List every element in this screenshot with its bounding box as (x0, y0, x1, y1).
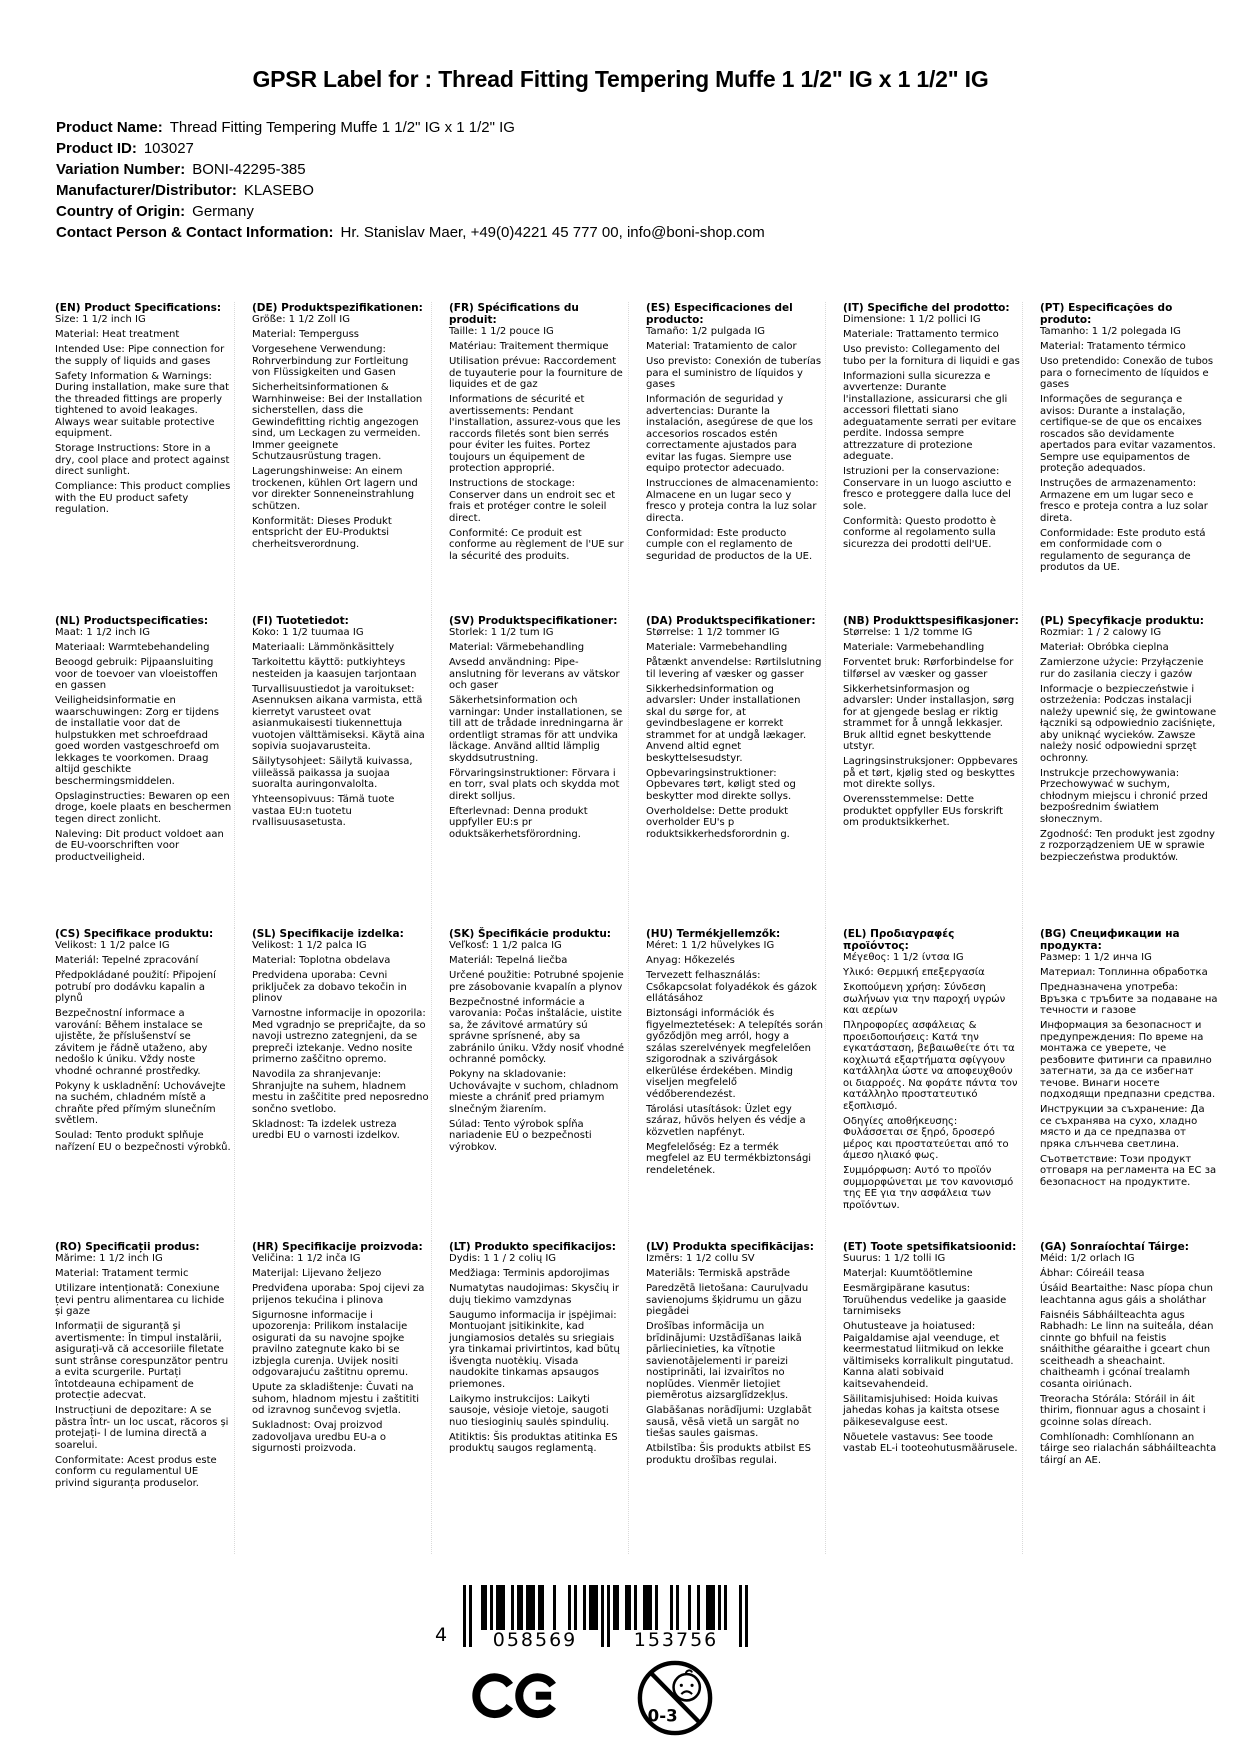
language-heading: (SK) Špecifikácie produktu: (449, 928, 612, 941)
product-info-line (56, 159, 1201, 180)
spec-paragraph: Conformitate: Acest produs este conform cu regulamentul UE privind siguranța produselor. (55, 1454, 217, 1489)
language-heading: (DE) Produktspezifikationen: (252, 302, 423, 315)
language-spec-cell (449, 302, 629, 615)
language-spec-cell (449, 928, 629, 1241)
spec-paragraph: Navodila za shranjevanje: Shranjujte na suhem, hladnem mestu in zaščitite pred neposredno sončno svetlobo. (252, 1069, 429, 1115)
spec-paragraph: Sigurnosne informacije i upozorenja: Prilikom instalacije osigurati da su navojne spojke pravilno zategnute kako bi se izbjegla curenja. Uvijek nositi odgovarajuću zaštitnu opremu. (252, 1309, 409, 1379)
spec-paragraph: Información de seguridad y advertencias: Durante la instalación, asegúrese de que los accesorios roscados estén correctamente ajustados para evitar las fugas. Siempre use equipo protector adecuado. (646, 394, 813, 475)
spec-paragraph: Materiál: Tepelná liečba (449, 955, 568, 967)
certification-symbols (472, 1659, 714, 1737)
spec-paragraph: Informații de siguranță și avertismente: În timpul instalării, asigurați-vă că accesoriile filetate sunt strânse corespunzător pentru a evita scurgerile. Purtați întotdeauna echipament de protecție adecvat. (55, 1321, 229, 1402)
ce-mark-icon (472, 1666, 564, 1726)
spec-paragraph: Conformità: Questo prodotto è conforme al regolamento sulla sicurezza dei prodotti dell'UE. (843, 515, 997, 550)
language-heading: (IT) Specifiche del prodotto: (843, 302, 1010, 315)
language-heading: (LT) Produkto specifikacijos: (449, 1241, 616, 1254)
spec-paragraph: Intended Use: Pipe connection for the supply of liquids and gases (55, 344, 225, 367)
spec-paragraph: Materiaal: Warmtebehandeling (55, 642, 210, 654)
spec-paragraph: Numatytas naudojimas: Skysčių ir dujų tiekimo vamzdynas (449, 1283, 620, 1306)
language-grid (55, 302, 1220, 1554)
product-info-line (56, 117, 1201, 138)
page-title: GPSR Label for : Thread Fitting Tempering Muffe 1 1/2" IG x 1 1/2" IG (252, 66, 989, 92)
spec-paragraph: Предназначена употреба: Връзка с тръбите за подаване на течности и газове (1040, 982, 1218, 1017)
language-heading: (SV) Produktspecifikationer: (449, 615, 618, 628)
language-heading: (EL) Προδιαγραφές προϊόντος: (843, 928, 955, 953)
spec-paragraph: Materiale: Varmebehandling (843, 642, 985, 654)
language-heading: (HR) Specifikacije proizvoda: (252, 1241, 423, 1254)
product-info-value: Hr. Stanislav Maer, +49(0)4221 45 777 00, info@boni-shop.com (340, 224, 765, 242)
spec-paragraph: Conformité: Ce produit est conforme au règlement de l'UE sur la sécurité des produits. (449, 527, 624, 562)
spec-paragraph: Soulad: Tento produkt splňuje nařízení EU o bezpečnosti výrobků. (55, 1130, 231, 1153)
spec-paragraph: Glabāšanas norādījumi: Uzglabāt sausā, vēsā vietā un sargāt no tiešas saules gaismas. (646, 1405, 812, 1440)
spec-paragraph: Materiaali: Lämmönkäsittely (252, 642, 395, 654)
spec-paragraph: Turvallisuustiedot ja varoitukset: Asennuksen aikana varmista, että kierretyt varusteet ovat asianmukaisesti tiukennettuja vuotojen välttämiseksi. Käytä aina sopivia suojavarusteita. (252, 683, 425, 753)
spec-paragraph: Upute za skladištenje: Čuvati na suhom, hladnom mjestu i zaštititi od izravnog sunčevog svjetla. (252, 1382, 420, 1417)
spec-paragraph: Predvidena uporaba: Cevni priključek za dobavo tekočin in plinov (252, 970, 407, 1005)
language-spec-cell (646, 1241, 826, 1554)
spec-paragraph: Úsáid Beartaithe: Nasc píopa chun leachtanna agus gáis a sholáthar (1040, 1283, 1213, 1306)
spec-paragraph: Zgodność: Ten produkt jest zgodny z rozporządzeniem UE w sprawie bezpieczeństwa produktów. (1040, 828, 1215, 863)
spec-paragraph: Méret: 1 1/2 hüvelykes IG (646, 940, 775, 952)
language-spec-cell (1040, 615, 1220, 928)
spec-paragraph: Koko: 1 1/2 tuumaa IG (252, 627, 364, 639)
spec-paragraph: Paredzētā lietošana: Cauruļvadu savienojums šķidrumu un gāzu piegādei (646, 1283, 809, 1318)
spec-paragraph: Tervezett felhasználás: Csőkapcsolat folyadékok és gázok ellátásához (646, 970, 817, 1005)
spec-paragraph: Ohutusteave ja hoiatused: Paigaldamise ajal veenduge, et keermestatud liitmikud on lekke vältimiseks korralikult pingutatud. Kanna alati sobivaid kaitsevahendeid. (843, 1321, 1014, 1390)
language-heading: (EN) Product Specifications: (55, 302, 222, 315)
spec-paragraph: Информация за безопасност и предупреждения: По време на монтажа се уверете, че резбовите фитинги са правилно затегнати, за да се избегнат течове. Винаги носете подходящи предпазни средства. (1040, 1020, 1216, 1101)
spec-paragraph: Materiāls: Termiskā apstrāde (646, 1268, 791, 1280)
language-heading: (FR) Spécifications du produit: (449, 302, 579, 327)
spec-paragraph: Forventet bruk: Rørforbindelse for tilførsel av væsker og gasser (843, 657, 1014, 680)
spec-paragraph: Μέγεθος: 1 1/2 ίντσα IG (843, 952, 964, 964)
product-info-label: Product Name: (56, 119, 163, 137)
spec-paragraph: Beoogd gebruik: Pijpaansluiting voor de toevoer van vloeistoffen en gassen (55, 657, 218, 692)
spec-paragraph: Size: 1 1/2 inch IG (55, 314, 146, 326)
spec-paragraph: Rozmiar: 1 / 2 calowy IG (1040, 627, 1162, 639)
language-heading: (HU) Termékjellemzők: (646, 928, 781, 941)
spec-paragraph: Storlek: 1 1/2 tum IG (449, 627, 554, 639)
product-info-label: Variation Number: (56, 161, 186, 179)
spec-paragraph: Faisnéis Sábháilteachta agus Rabhadh: Le linn na suiteála, déan cinnte go bhfuil na feistis snáithithe géaraithe i gceart chun sceitheadh a sheachaint. chaitheamh i gcónaí trealamh cosanta oiriúnach. (1040, 1309, 1214, 1390)
spec-paragraph: Instrucțiuni de depozitare: A se păstra într- un loc uscat, răcoros și protejați- l de lumina directă a soarelui. (55, 1405, 229, 1451)
spec-paragraph: Conformidade: Este produto está em conformidade com o regulamento de segurança de produtos da UE. (1040, 527, 1206, 574)
spec-paragraph: Størrelse: 1 1/2 tommer IG (646, 627, 780, 639)
language-heading: (NB) Produkttspesifikasjoner: (843, 615, 1019, 628)
product-info-value: KLASEBO (243, 182, 314, 200)
spec-paragraph: Compliance: This product complies with the EU product safety regulation. (55, 481, 231, 516)
spec-paragraph: Velikost: 1 1/2 palce IG (55, 940, 170, 952)
spec-paragraph: Materiał: Obróbka cieplna (1040, 642, 1169, 654)
language-spec-cell (1040, 1241, 1220, 1554)
age-warning-text: 0-3 (647, 1706, 678, 1726)
spec-paragraph: Predviđena uporaba: Spoj cijevi za prijenos tekućina i plinova (252, 1283, 425, 1306)
language-spec-cell (252, 928, 432, 1241)
language-spec-cell (843, 1241, 1023, 1554)
product-info-label: Country of Origin: (56, 203, 186, 221)
spec-paragraph: Ábhar: Cóireáil teasa (1040, 1268, 1145, 1280)
language-heading: (PT) Especificações do produto: (1040, 302, 1173, 327)
spec-paragraph: Uso previsto: Collegamento del tubo per la fornitura di liquidi e gas (843, 344, 1020, 367)
spec-paragraph: Съответствие: Този продукт отговаря на регламента на ЕС за безопасност на продуктите. (1040, 1153, 1217, 1188)
spec-paragraph: Συμμόρφωση: Αυτό το προϊόν συμμορφώνεται με τον κανονισμό της ΕΕ για την ασφάλεια των προϊόντων. (843, 1165, 1014, 1211)
spec-paragraph: Safety Information & Warnings: During installation, make sure that the threaded fittings are properly tightened to avoid leakages. Always wear suitable protective equipment. (55, 370, 230, 440)
product-info-value: Germany (192, 203, 254, 221)
language-spec-cell (843, 928, 1023, 1241)
language-heading: (SL) Specifikacije izdelka: (252, 928, 404, 941)
product-info-value: 103027 (143, 140, 194, 158)
spec-paragraph: Tamanho: 1 1/2 polegada IG (1040, 326, 1181, 338)
spec-paragraph: Materiale: Varmebehandling (646, 642, 788, 654)
language-heading: (ES) Especificaciones del producto: (646, 302, 793, 327)
spec-paragraph: Taille: 1 1/2 pouce IG (449, 326, 554, 338)
spec-paragraph: Uso previsto: Conexión de tuberías para el suministro de líquidos y gases (646, 356, 822, 391)
spec-paragraph: Overholdelse: Dette produkt overholder EU's p roduktsikkerhedsforordnin g. (646, 805, 790, 840)
ean13-barcode (435, 1585, 748, 1651)
spec-paragraph: Skladnost: Ta izdelek ustreza uredbi EU o varnosti izdelkov. (252, 1118, 400, 1142)
spec-paragraph: Maat: 1 1/2 inch IG (55, 627, 150, 639)
spec-paragraph: Nõuetele vastavus: See toode vastab EL-i tooteohutusmäärusele. (843, 1431, 1018, 1455)
spec-paragraph: Materijal: Lijevano željezo (252, 1268, 382, 1280)
spec-paragraph: Veľkosť: 1 1/2 palca IG (449, 940, 562, 952)
age-warning-0-3-icon (636, 1659, 714, 1737)
product-info-line (56, 222, 1201, 243)
product-info-line (56, 180, 1201, 201)
spec-paragraph: Medžiaga: Terminis apdorojimas (449, 1268, 610, 1280)
spec-paragraph: Anyag: Hőkezelés (646, 955, 735, 967)
language-spec-cell (252, 615, 432, 928)
spec-paragraph: Materjal: Kuumtöötlemine (843, 1268, 973, 1280)
product-info (56, 117, 1201, 243)
product-info-line (56, 138, 1201, 159)
language-spec-cell (646, 615, 826, 928)
language-spec-cell (646, 302, 826, 615)
spec-paragraph: Tarkoitettu käyttö: putkiyhteys nesteiden ja kaasujen tarjontaan (252, 657, 417, 680)
spec-paragraph: Größe: 1 1/2 Zoll IG (252, 314, 350, 326)
spec-paragraph: Sukladnost: Ovaj proizvod zadovoljava uredbu EU-a o sigurnosti proizvoda. (252, 1420, 387, 1455)
spec-paragraph: Bezpečnostní informace a varování: Během instalace se ujistěte, že příslušenství se závitem je řádně utaženo, aby nedošlo k úniku. Vždy noste vhodné ochranné prostředky. (55, 1008, 208, 1077)
language-heading: (RO) Specificații produs: (55, 1241, 200, 1254)
spec-paragraph: Material: Toplotna obdelava (252, 955, 391, 967)
spec-paragraph: Størrelse: 1 1/2 tomme IG (843, 627, 973, 639)
spec-paragraph: Suurus: 1 1/2 tolli IG (843, 1253, 946, 1265)
spec-paragraph: Lagerungshinweise: An einem trockenen, kühlen Ort lagern und vor direkter Sonneneinstrahlung schützen. (252, 466, 418, 512)
spec-paragraph: Pokyny k uskladnění: Uchovávejte na suchém, chladném místě a chraňte před přímým slunečním světlem. (55, 1080, 226, 1127)
barcode-right-digits: 153756 (614, 1630, 738, 1650)
language-heading: (GA) Sonraíochtaí Táirge: (1040, 1241, 1189, 1254)
language-spec-cell (1040, 928, 1220, 1241)
language-heading: (LV) Produkta specifikācijas: (646, 1241, 814, 1254)
spec-paragraph: Saugumo informacija ir įspėjimai: Montuojant įsitikinkite, kad jungiamosios detalės su sriegiais yra tinkamai privirtintos, kad būtų išvengta nuotėkių. Visada naudokite tinkamas apsaugos priemones. (449, 1309, 620, 1390)
spec-paragraph: Tamaño: 1/2 pulgada IG (646, 326, 766, 338)
language-spec-cell (252, 1241, 432, 1554)
spec-paragraph: Säkerhetsinformation och varningar: Under installationen, se till att de trådade inredningarna är ordentligt stramas för att undvika läckage. Använd alltid lämplig skyddsutrustning. (449, 695, 623, 764)
spec-paragraph: Informações de segurança e avisos: Durante a instalação, certifique-se de que os encaixes roscados são devidamente apertados para evitar vazamentos. Sempre use equipamentos de proteção adequados. (1040, 394, 1216, 475)
product-info-label: Manufacturer/Distributor: (56, 182, 237, 200)
product-info-value: BONI-42295-385 (192, 161, 306, 179)
spec-paragraph: Drošības informācija un brīdinājumi: Uzstādīšanas laikā pārliecinieties, ka vītņotie savienotājelementi ir pareizi nostiprināti, lai izvairītos no noplūdes. Vienmēr lietojiet piemērotus aizsarglīdzekļus. (646, 1321, 802, 1402)
spec-paragraph: Súlad: Tento výrobok spĺňa nariadenie EÚ o bezpečnosti výrobkov. (449, 1118, 592, 1153)
language-spec-cell (55, 615, 235, 928)
spec-paragraph: Materiale: Trattamento termico (843, 329, 999, 341)
spec-paragraph: Izmērs: 1 1/2 collu SV (646, 1253, 755, 1265)
spec-paragraph: Conformidad: Este producto cumple con el reglamento de seguridad de productos de la UE. (646, 527, 813, 562)
spec-paragraph: Storage Instructions: Store in a dry, cool place and protect against direct sunlight. (55, 443, 230, 478)
spec-paragraph: Material: Tratamento térmico (1040, 341, 1186, 353)
spec-paragraph: Informazioni sulla sicurezza e avvertenze: Durante l'installazione, assicurarsi che gli accessori filettati siano adeguatamente serrati per evitare perdite. Indossa sempre attrezzature di protezione adeguate. (843, 370, 1017, 463)
spec-paragraph: Předpokládané použití: Připojení potrubí pro dodávku kapalin a plynů (55, 970, 216, 1005)
language-heading: (PL) Specyfikacje produktu: (1040, 615, 1204, 628)
language-spec-cell (55, 1241, 235, 1554)
spec-paragraph: Veličina: 1 1/2 inča IG (252, 1253, 361, 1265)
spec-paragraph: Utilizare intenționată: Conexiune țevi pentru alimentarea cu lichide și gaze (55, 1283, 225, 1318)
spec-paragraph: Overensstemmelse: Dette produktet oppfyller EUs forskrift om produktsikkerhet. (843, 794, 1004, 829)
product-info-line (56, 201, 1201, 222)
spec-paragraph: Mărime: 1 1/2 inch IG (55, 1253, 163, 1265)
spec-paragraph: Instrukcje przechowywania: Przechowywać w suchym, chłodnym miejscu i chronić przed bezpośrednim światłem słonecznym. (1040, 767, 1208, 825)
spec-paragraph: Размер: 1 1/2 инча IG (1040, 952, 1152, 964)
spec-paragraph: Materiál: Tepelné zpracování (55, 955, 199, 967)
spec-paragraph: Lagringsinstruksjoner: Oppbevares på et tørt, kjølig sted og beskyttes mot direkte sollys. (843, 756, 1018, 791)
spec-paragraph: Πληροφορίες ασφάλειας & προειδοποιήσεις: Κατά την εγκατάσταση, βεβαιωθείτε ότι τα κοχλιωτά εξαρτήματα σφίγγουν κατάλληλα ώστε να αποφευχθούν οι διαρροές. Να φοράτε πάντα τον κατάλληλο προστατευτικό εξοπλισμό. (843, 1020, 1018, 1112)
spec-paragraph: Инструкции за съхранение: Да се съхранява на сухо, хладно място и да се предпазва от пряка слънчева светлина. (1040, 1104, 1205, 1150)
spec-paragraph: Atitiktis: Šis produktas atitinka ES produktų saugos reglamentą. (449, 1431, 618, 1455)
spec-paragraph: Sikkerhetsinformasjon og advarsler: Under installasjon, sørg for at gjengede beslag er riktig strammet for å unngå lekkasjer. Bruk alltid egnet beskyttende utstyr. (843, 683, 1015, 753)
spec-paragraph: Biztonsági információk és figyelmeztetések: A telepítés során győződjön meg arról, hogy a szálas szerelvények megfelelően szigorodnak a szivárgások elkerülése érdekében. Mindig viseljen megfelelő védőberendezést. (646, 1008, 824, 1100)
spec-paragraph: Matériau: Traitement thermique (449, 341, 609, 353)
spec-paragraph: Instructions de stockage: Conserver dans un endroit sec et frais et protéger contre le soleil direct. (449, 478, 616, 524)
spec-paragraph: Σκοπούμενη χρήση: Σύνδεση σωλήνων για την παροχή υγρών και αερίων (843, 982, 1006, 1017)
language-spec-cell (646, 928, 826, 1241)
spec-paragraph: Informacje o bezpieczeństwie i ostrzeżenia: Podczas instalacji należy upewnić się, że gwintowane łączniki są odpowiednio zaciśnięte, aby uniknąć wycieków. Zawsze należy nosić odpowiedni sprzęt ochronny. (1040, 683, 1217, 764)
spec-paragraph: Informations de sécurité et avertissements: Pendant l'installation, assurez-vous que les raccords filetés sont bien serrés pour éviter les fuites. Portez toujours un équipement de protection approprié. (449, 394, 621, 475)
spec-paragraph: Megfelelőség: Ez a termék megfelel az EU termékbiztonsági rendeletének. (646, 1141, 812, 1176)
spec-paragraph: Opslaginstructies: Bewaren op een droge, koele plaats en beschermen tegen direct zonlicht. (55, 790, 232, 825)
language-heading: (BG) Спецификации на продукта: (1040, 928, 1180, 953)
language-spec-cell (449, 1241, 629, 1554)
spec-paragraph: Material: Värmebehandling (449, 642, 585, 654)
spec-paragraph: Säilytysohjeet: Säilytä kuivassa, viileässä paikassa ja suojaa suoralta auringonvalolta. (252, 756, 413, 791)
spec-paragraph: Påtænkt anvendelse: Rørtilslutning til levering af væsker og gasser (646, 657, 822, 680)
spec-paragraph: Atbilstība: Šis produkts atbilst ES produktu drošības regulai. (646, 1443, 812, 1466)
spec-paragraph: Pokyny na skladovanie: Uchovávajte v suchom, chladnom mieste a chrániť pred priamym slnečným žiarením. (449, 1069, 619, 1115)
spec-paragraph: Konformität: Dieses Produkt entspricht der EU-Produktsi cherheitsverordnung. (252, 515, 392, 550)
spec-paragraph: Naleving: Dit product voldoet aan de EU-voorschriften voor productveiligheid. (55, 828, 224, 863)
spec-paragraph: Förvaringsinstruktioner: Förvara i en torr, sval plats och skydda mot direkt solljus. (449, 767, 620, 802)
barcode-left-digits: 058569 (473, 1630, 597, 1650)
product-info-label: Product ID: (56, 140, 137, 158)
language-spec-cell (843, 302, 1023, 615)
spec-paragraph: Υλικό: Θερμική επεξεργασία (843, 967, 985, 979)
spec-paragraph: Avsedd användning: Pipe- anslutning för leverans av vätskor och gaser (449, 657, 620, 692)
spec-paragraph: Utilisation prévue: Raccordement de tuyauterie pour la fourniture de liquides et de gaz (449, 356, 623, 391)
spec-paragraph: Zamierzone użycie: Przyłączenie rur do zasilania cieczy i gazów (1040, 657, 1204, 680)
spec-paragraph: Yhteensopivuus: Tämä tuote vastaa EU:n tuotetu rvallisuusasetusta. (252, 794, 395, 829)
spec-paragraph: Säilitamisjuhised: Hoida kuivas jahedas kohas ja kaitsta otsese päikesevalguse eest. (843, 1393, 1000, 1428)
spec-paragraph: Tárolási utasítások: Üzlet egy száraz, hűvös helyen és védje a közvetlen napfényt. (646, 1103, 806, 1138)
product-info-label: Contact Person & Contact Information: (56, 224, 334, 242)
spec-paragraph: Comhlíonadh: Comhlíonann an táirge seo rialachán sábháilteachta táirgí an AE. (1040, 1431, 1217, 1466)
spec-paragraph: Méid: 1/2 orlach IG (1040, 1253, 1135, 1265)
spec-paragraph: Материал: Топлинна обработка (1040, 967, 1208, 979)
spec-paragraph: Bezpečnostné informácie a varovania: Počas inštalácie, uistite sa, že závitové armatúry sú správne sprísnené, aby sa zabránilo úniku. Vždy nosiť vhodné ochranné pomôcky. (449, 996, 625, 1066)
spec-paragraph: Dimensione: 1 1/2 pollici IG (843, 314, 981, 326)
spec-paragraph: Eesmärgipärane kasutus: Toruühendus vedelike ja gaaside tarnimiseks (843, 1283, 1007, 1318)
language-spec-cell (843, 615, 1023, 928)
language-heading: (DA) Produktspecifikationer: (646, 615, 816, 628)
spec-paragraph: Uso pretendido: Conexão de tubos para o fornecimento de líquidos e gases (1040, 356, 1214, 391)
barcode-first-digit: 4 (435, 1624, 448, 1646)
spec-paragraph: Veiligheidsinformatie en waarschuwingen: Zorg er tijdens de installatie voor dat de hulpstukken met schroefdraad goed worden vastgeschroefd om lekkages te voorkomen. Draag altijd geschikte beschermingsmiddelen. (55, 695, 220, 787)
spec-paragraph: Určené použitie: Potrubné spojenie pre zásobovanie kvapalín a plynov (449, 970, 624, 993)
label-footer (0, 1585, 1241, 1737)
language-heading: (NL) Productspecificaties: (55, 615, 209, 628)
spec-paragraph: Varnostne informacije in opozorila: Med vgradnjo se prepričajte, da so navoji ustrezno zategnjeni, da se prepreči iztekanje. Vedno nosite primerno zaščitno opremo. (252, 1008, 426, 1066)
spec-paragraph: Treoracha Stórála: Stóráil in áit thirim, fionnuar agus a chosaint i gcoinne solas díreach. (1040, 1393, 1206, 1428)
spec-paragraph: Istruzioni per la conservazione: Conservare in un luogo asciutto e fresco e proteggere dalla luce del sole. (843, 466, 1012, 512)
spec-paragraph: Velikost: 1 1/2 palca IG (252, 940, 367, 952)
spec-paragraph: Sicherheitsinformationen & Warnhinweise: Bei der Installation sicherstellen, dass die Gewindefitting richtig angezogen sind, um Leckagen zu vermeiden. Immer geeignete Schutzausrüstung tragen. (252, 382, 423, 463)
language-heading: (FI) Tuotetiedot: (252, 615, 349, 628)
language-spec-cell (1040, 302, 1220, 615)
spec-paragraph: Οδηγίες αποθήκευσης: Φυλάσσεται σε ξηρό, δροσερό μέρος και προστατεύεται από το άμεσο ηλιακό φως. (843, 1115, 1009, 1162)
language-spec-cell (252, 302, 432, 615)
spec-paragraph: Material: Heat treatment (55, 329, 180, 341)
spec-paragraph: Dydis: 1 1 / 2 colių IG (449, 1253, 557, 1265)
language-heading: (CS) Specifikace produktu: (55, 928, 214, 941)
spec-paragraph: Efterlevnad: Denna produkt uppfyller EU:s pr oduktsäkerhetsförordning. (449, 805, 588, 840)
spec-paragraph: Instruções de armazenamento: Armazene em um lugar seco e fresco e proteja contra a luz solar direta. (1040, 478, 1208, 524)
product-info-value: Thread Fitting Tempering Muffe 1 1/2" IG x 1 1/2" IG (169, 119, 515, 137)
language-spec-cell (449, 615, 629, 928)
language-heading: (ET) Toote spetsifikatsioonid: (843, 1241, 1017, 1254)
spec-paragraph: Sikkerhedsinformation og advarsler: Under installationen skal du sørge for, at gevindbeslagene er korrekt strammet for at undgå lækager. Anvend altid egnet beskyttelsesudstyr. (646, 683, 807, 764)
spec-paragraph: Material: Temperguss (252, 329, 360, 341)
spec-paragraph: Opbevaringsinstruktioner: Opbevares tørt, køligt sted og beskytter mod direkte sollys. (646, 767, 796, 802)
spec-paragraph: Material: Tratamiento de calor (646, 341, 797, 353)
language-spec-cell (55, 928, 235, 1241)
language-spec-cell (55, 302, 235, 615)
spec-paragraph: Material: Tratament termic (55, 1268, 189, 1280)
spec-paragraph: Laikymo instrukcijos: Laikyti sausoje, vėsioje vietoje, saugoti nuo tiesioginių saulės spindulių. (449, 1393, 610, 1428)
spec-paragraph: Instrucciones de almacenamiento: Almacene en un lugar seco y fresco y proteja contra la luz solar directa. (646, 478, 819, 524)
spec-paragraph: Vorgesehene Verwendung: Rohrverbindung zur Fortleitung von Flüssigkeiten und Gasen (252, 344, 409, 379)
